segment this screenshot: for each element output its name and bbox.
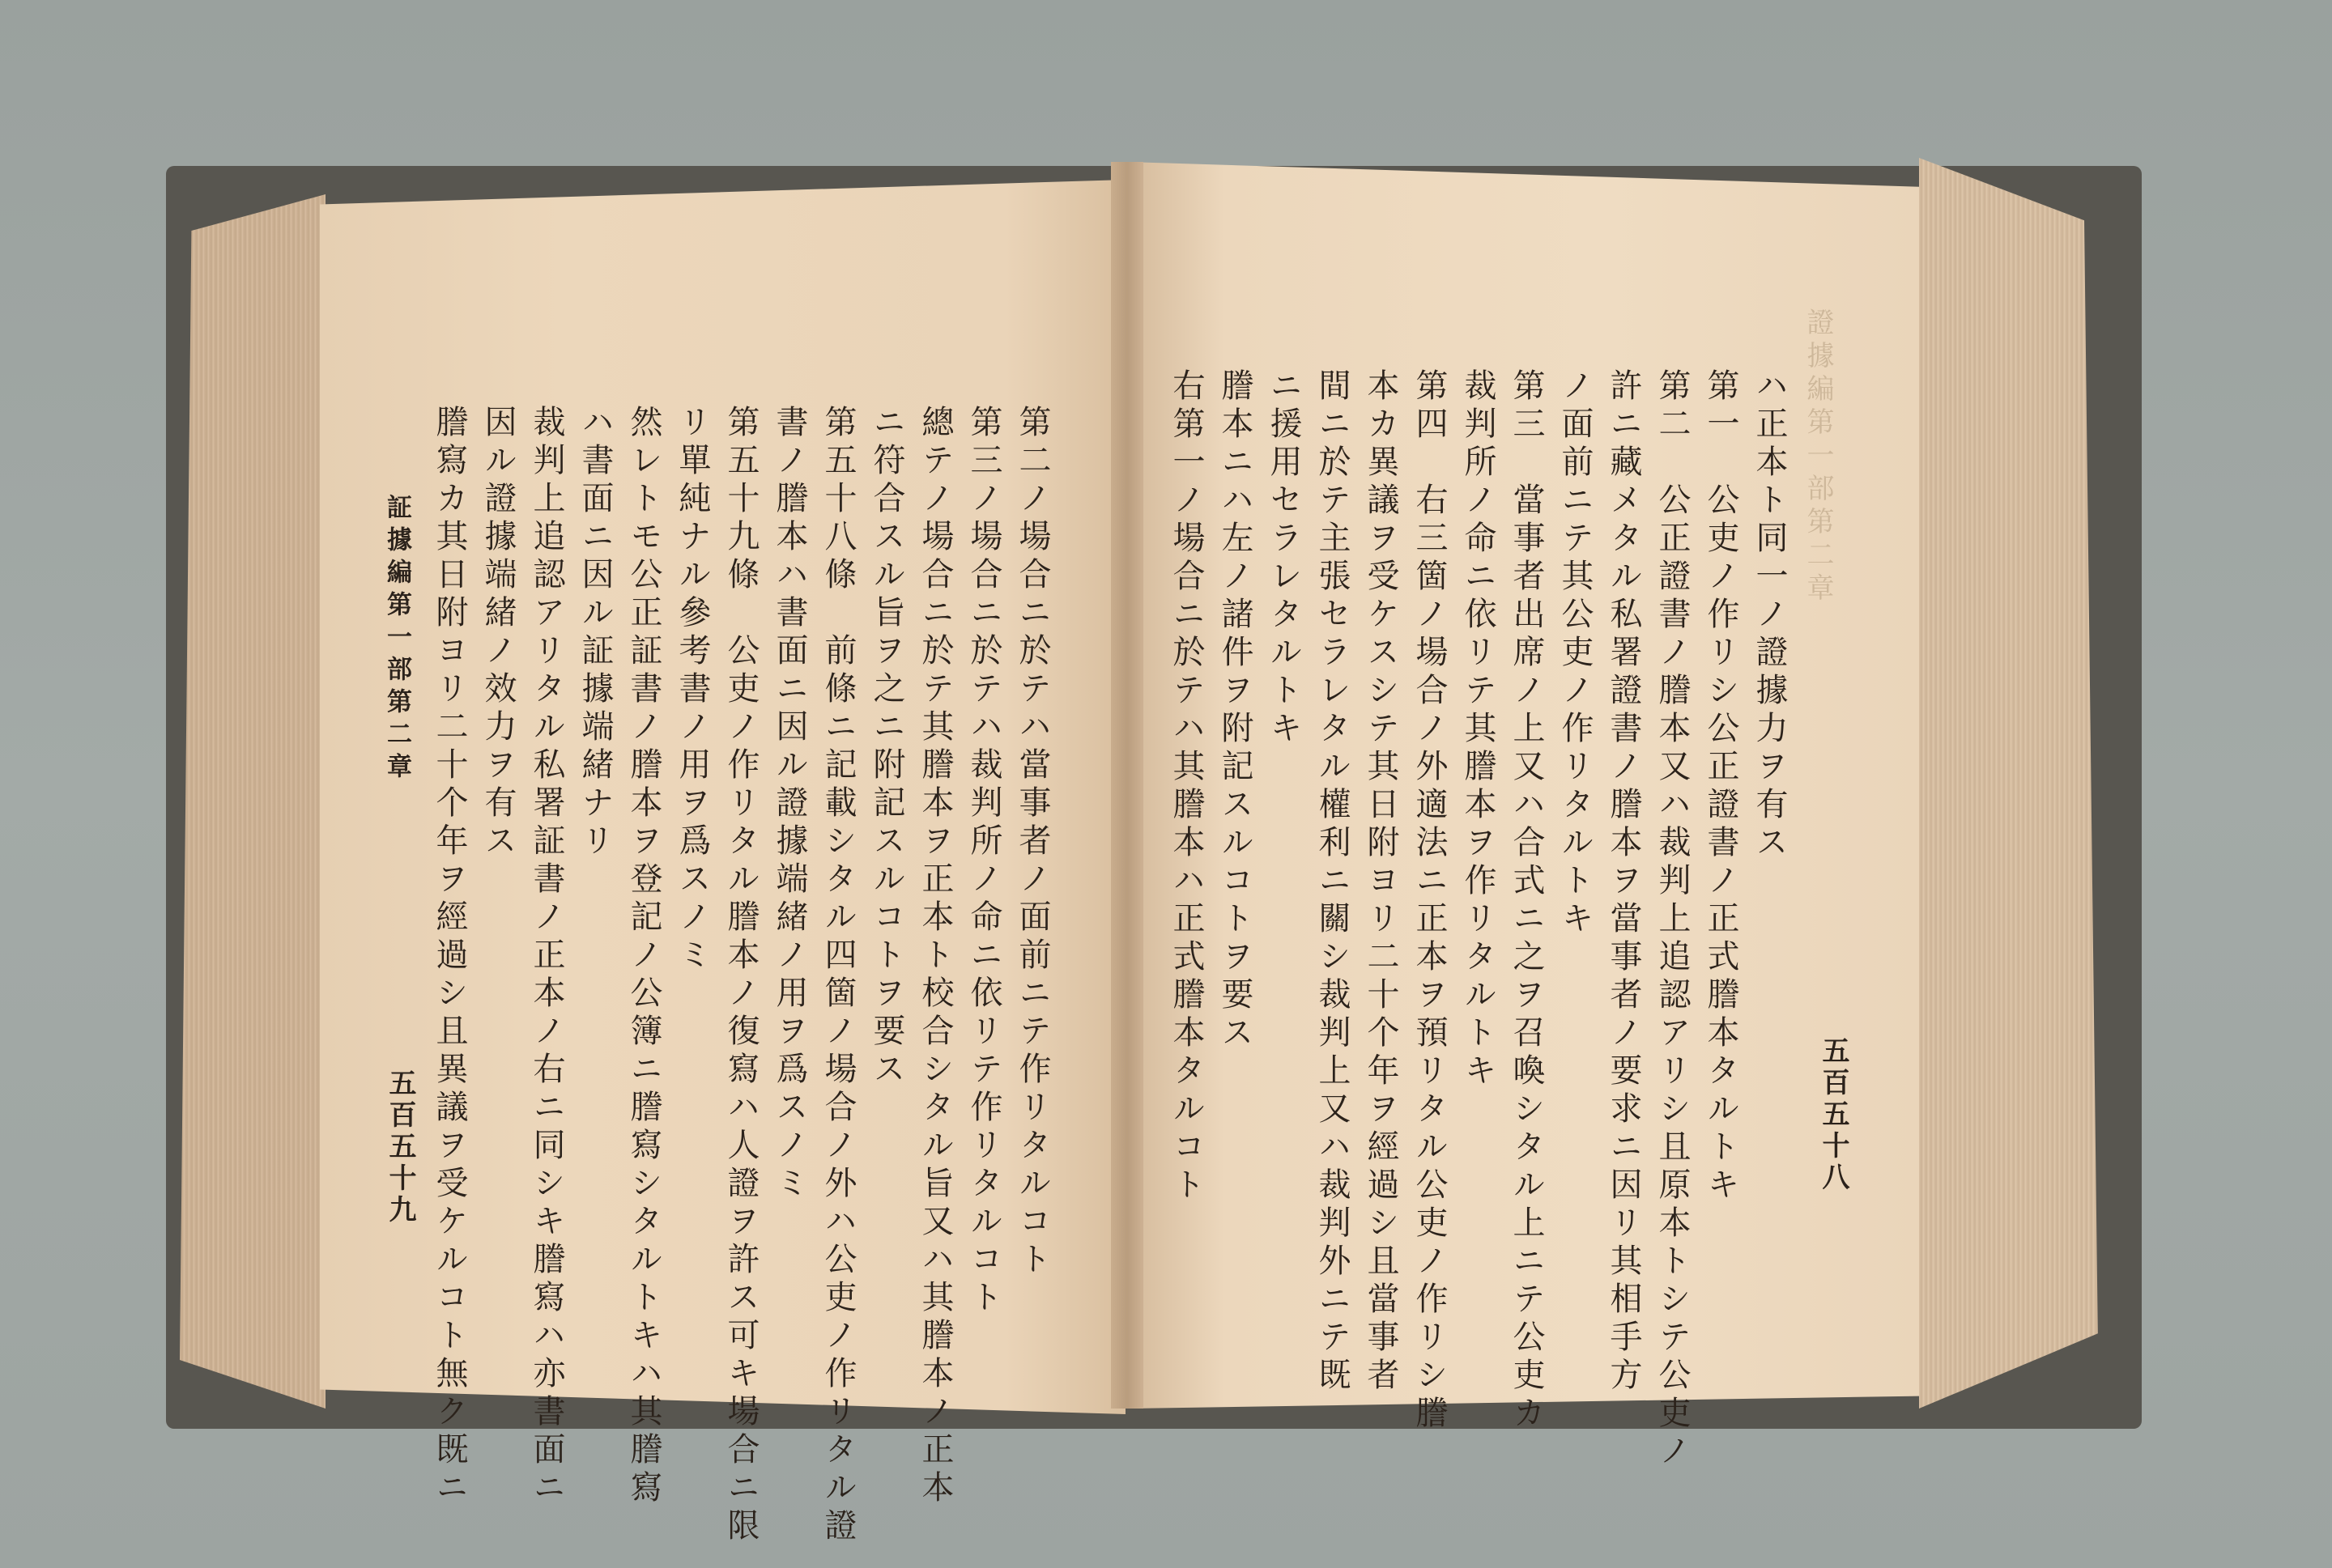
left-col-10: ハ書面ニ因ル証據端緒ナリ (577, 405, 614, 861)
right-col-8: 第四 右三箇ノ場合ノ外適法ニ正本ヲ預リタル公吏ノ作リシ謄 (1411, 368, 1448, 1434)
right-col-9: 本カ異議ヲ受ケスシテ其日附ヨリ二十个年ヲ經過シ且當事者 (1362, 368, 1399, 1396)
right-col-10: 間ニ於テ主張セラレタル權利ニ關シ裁判上又ハ裁判外ニテ既 (1313, 368, 1351, 1396)
right-col-2: 第一 公吏ノ作リシ公正證書ノ正式謄本タルトキ (1702, 368, 1739, 1205)
right-page-edges (1919, 158, 2113, 1409)
left-col-8: リ單純ナル參考書ノ用ヲ爲スノミ (674, 405, 711, 975)
left-col-13: 謄寫カ其日附ヨリ二十个年ヲ經過シ且異議ヲ受ケルコト無ク既ニ (431, 405, 468, 1508)
left-col-7: 第五十九條 公吏ノ作リタル謄本ノ復寫ハ人證ヲ許ス可キ場合ニ限 (722, 405, 760, 1546)
left-page-edges (180, 194, 326, 1409)
right-page-number: 五百五十八 (1817, 1036, 1849, 1194)
right-col-13: 右第一ノ場合ニ於テハ其謄本ハ正式謄本タルコト (1168, 368, 1205, 1205)
right-col-7: 裁判所ノ命ニ依リテ其謄本ヲ作リタルトキ (1459, 368, 1496, 1091)
right-col-4: 許ニ藏メタル私署證書ノ謄本ヲ當事者ノ要求ニ因リ其相手方 (1605, 368, 1642, 1396)
left-page-number: 五百五十九 (384, 1069, 416, 1226)
left-col-1: 第二ノ場合ニ於テハ當事者ノ面前ニテ作リタルコト (1014, 405, 1051, 1280)
left-col-2: 第三ノ場合ニ於テハ裁判所ノ命ニ依リテ作リタルコト (965, 405, 1002, 1318)
left-col-6: 書ノ謄本ハ書面ニ因ル證據端緒ノ用ヲ爲スノミ (771, 405, 808, 1204)
left-col-4: ニ符合スル旨ヲ之ニ附記スルコトヲ要ス (868, 405, 905, 1090)
left-col-11: 裁判上追認アリタル私署証書ノ正本ノ右ニ同シキ謄寫ハ亦書面ニ (528, 405, 565, 1508)
left-col-5: 第五十八條 前條ニ記載シタル四箇ノ場合ノ外ハ公吏ノ作リタル證 (819, 405, 857, 1546)
right-running-head-ghost: 證據編第一部第二章 (1802, 308, 1834, 606)
right-col-6: 第三 當事者出席ノ上又ハ合式ニ之ヲ召喚シタル上ニテ公吏カ (1508, 368, 1545, 1434)
right-col-11: ニ援用セラレタルトキ (1265, 368, 1302, 749)
left-col-9: 然レトモ公正証書ノ謄本ヲ登記ノ公簿ニ謄寫シタルトキハ其謄寫 (625, 405, 662, 1508)
right-col-3: 第二 公正證書ノ謄本又ハ裁判上追認アリシ且原本トシテ公吏ノ (1653, 368, 1691, 1472)
right-col-12: 謄本ニハ左ノ諸件ヲ附記スルコトヲ要ス (1216, 368, 1253, 1053)
right-col-5: ノ面前ニテ其公吏ノ作リタルトキ (1556, 368, 1594, 939)
left-running-head: 証據編第一部第二章 (382, 494, 411, 785)
left-col-3: 總テノ場合ニ於テ其謄本ヲ正本ト校合シタル旨又ハ其謄本ノ正本 (917, 405, 954, 1508)
right-col-1: ハ正本ト同一ノ證據力ヲ有ス (1751, 368, 1788, 863)
left-col-12: 因ル證據端緒ノ效力ヲ有ス (479, 405, 517, 861)
book-gutter (1111, 162, 1143, 1409)
